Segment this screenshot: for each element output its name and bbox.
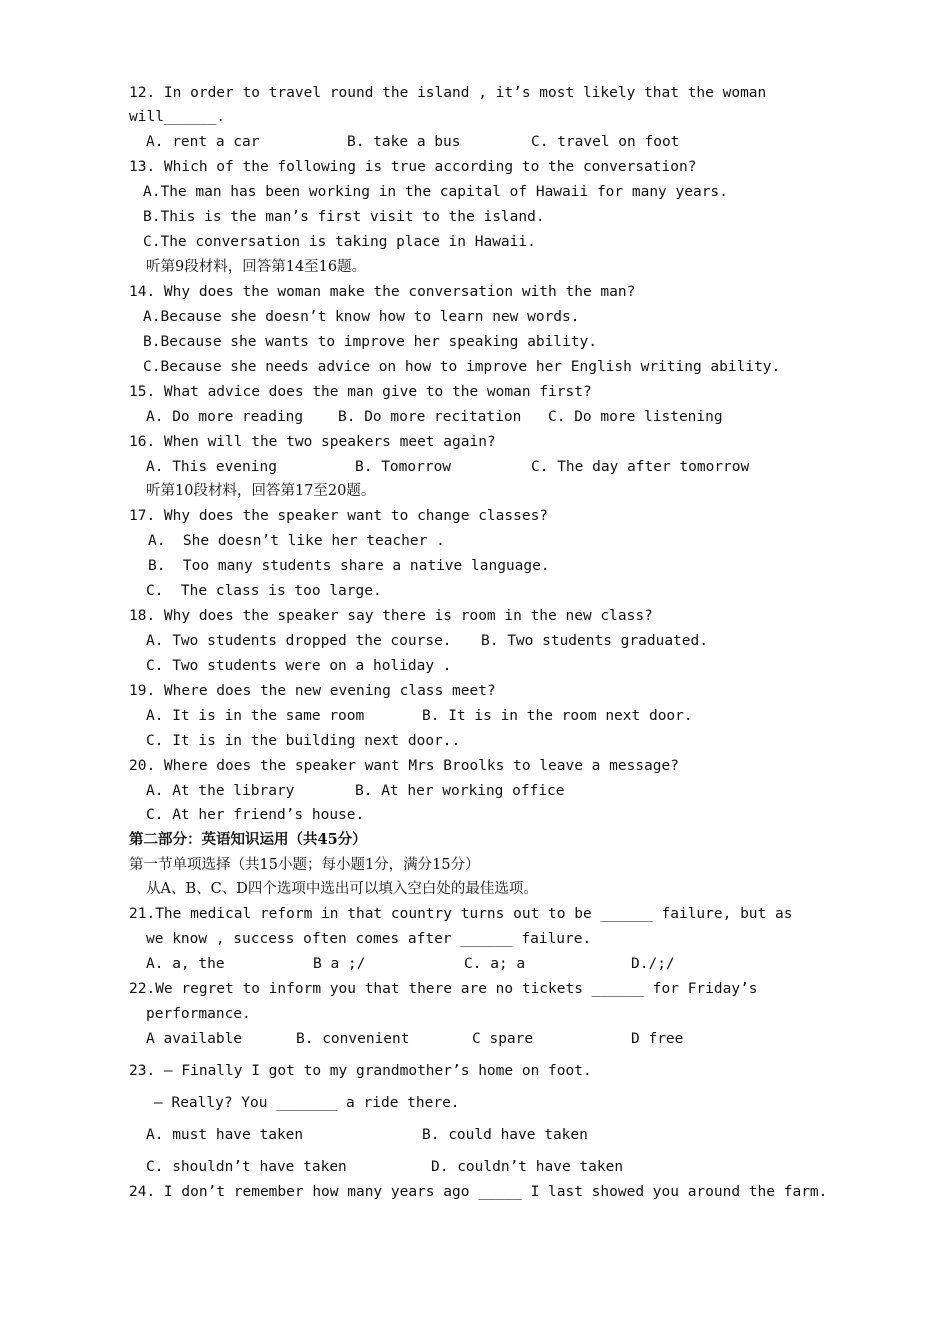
q23-option-d: D. couldn’t have taken [431,1159,624,1175]
q12-option-c: C. travel on foot [531,134,680,150]
q23-option-c: C. shouldn’t have taken [146,1159,347,1175]
q19-stem: 19. Where does the new evening class meet? [129,683,496,699]
q17-option-c: C. The class is too large. [146,583,382,599]
q20-stem: 20. Where does the speaker want Mrs Broolks to leave a message? [129,758,679,774]
q23-stem-line1: 23. — Finally I got to my grandmother’s home on foot. [129,1063,592,1079]
q18-option-a: A. Two students dropped the course. [146,633,452,649]
q20-option-b: B. At her working office [355,783,565,799]
q21-option-d: D./;/ [631,956,675,972]
q12-option-a: A. rent a car [146,134,260,150]
q23-stem-line2: — Really? You _______ a ride there. [154,1095,460,1111]
q14-option-b: B.Because she wants to improve her speaking ability. [143,334,597,350]
q14-stem: 14. Why does the woman make the conversation with the man? [129,284,636,300]
q23-option-a: A. must have taken [146,1127,304,1143]
q13-stem: 13. Which of the following is true according to the conversation? [129,159,697,175]
q17-stem: 17. Why does the speaker want to change classes? [129,508,549,524]
q21-stem-line1: 21.The medical reform in that country turns out to be ______ failure, but as [129,906,793,922]
q13-option-a: A.The man has been working in the capital of Hawaii for many years. [143,184,728,200]
q22-option-d: D free [631,1031,684,1047]
q12-option-b: B. take a bus [347,134,461,150]
q21-option-a: A. a, the [146,956,225,972]
q18-stem: 18. Why does the speaker say there is room in the new class? [129,608,653,624]
q19-option-c: C. It is in the building next door.. [146,733,461,749]
q19-option-a: A. It is in the same room [146,708,365,724]
q15-option-a: A. Do more reading [146,409,304,425]
part-2-title: 第二部分：英语知识运用（共45分） [129,831,367,848]
q16-stem: 16. When will the two speakers meet again? [129,434,496,450]
q16-option-a: A. This evening [146,459,277,475]
q15-option-b: B. Do more recitation [338,409,522,425]
section-10-instruction: 听第10段材料，回答第17至20题。 [146,483,376,499]
q21-option-b: B a ;/ [313,956,366,972]
q21-stem-line2: we know , success often comes after ______ failure. [146,931,592,947]
q24-stem: 24. I don’t remember how many years ago _____ I last showed you around the farm. [129,1184,828,1200]
q22-stem-line1: 22.We regret to inform you that there are no tickets ______ for Friday’s [129,981,758,997]
q16-option-c: C. The day after tomorrow [531,459,750,475]
q22-stem-line2: performance. [146,1006,251,1022]
q14-option-a: A.Because she doesn’t know how to learn new words. [143,309,580,325]
q12-stem-line2: will______. [129,109,226,125]
part-2-section-1-title: 第一节单项选择（共15小题；每小题1分，满分15分） [129,857,480,873]
q22-option-c: C spare [472,1031,534,1047]
section-9-instruction: 听第9段材料，回答第14至16题。 [146,259,367,275]
q17-option-b: B. Too many students share a native language. [148,558,550,574]
q23-option-b: B. could have taken [422,1127,588,1143]
q18-option-c: C. Two students were on a holiday . [146,658,452,674]
q21-option-c: C. a; a [464,956,526,972]
q14-option-c: C.Because she needs advice on how to improve her English writing ability. [143,359,781,375]
q15-stem: 15. What advice does the man give to the woman first? [129,384,592,400]
q13-option-c: C.The conversation is taking place in Hawaii. [143,234,536,250]
q16-option-b: B. Tomorrow [355,459,452,475]
q18-option-b: B. Two students graduated. [481,633,708,649]
q15-option-c: C. Do more listening [548,409,723,425]
q17-option-a: A. She doesn’t like her teacher . [148,533,445,549]
part-2-instruction: 从A、B、C、D四个选项中选出可以填入空白处的最佳选项。 [146,881,538,897]
q22-option-b: B. convenient [296,1031,410,1047]
q20-option-c: C. At her friend’s house. [146,807,365,823]
q12-stem-line1: 12. In order to travel round the island , it’s most likely that the woman [129,85,767,101]
q20-option-a: A. At the library [146,783,295,799]
q19-option-b: B. It is in the room next door. [422,708,693,724]
q22-option-a: A available [146,1031,243,1047]
q13-option-b: B.This is the man’s first visit to the island. [143,209,545,225]
